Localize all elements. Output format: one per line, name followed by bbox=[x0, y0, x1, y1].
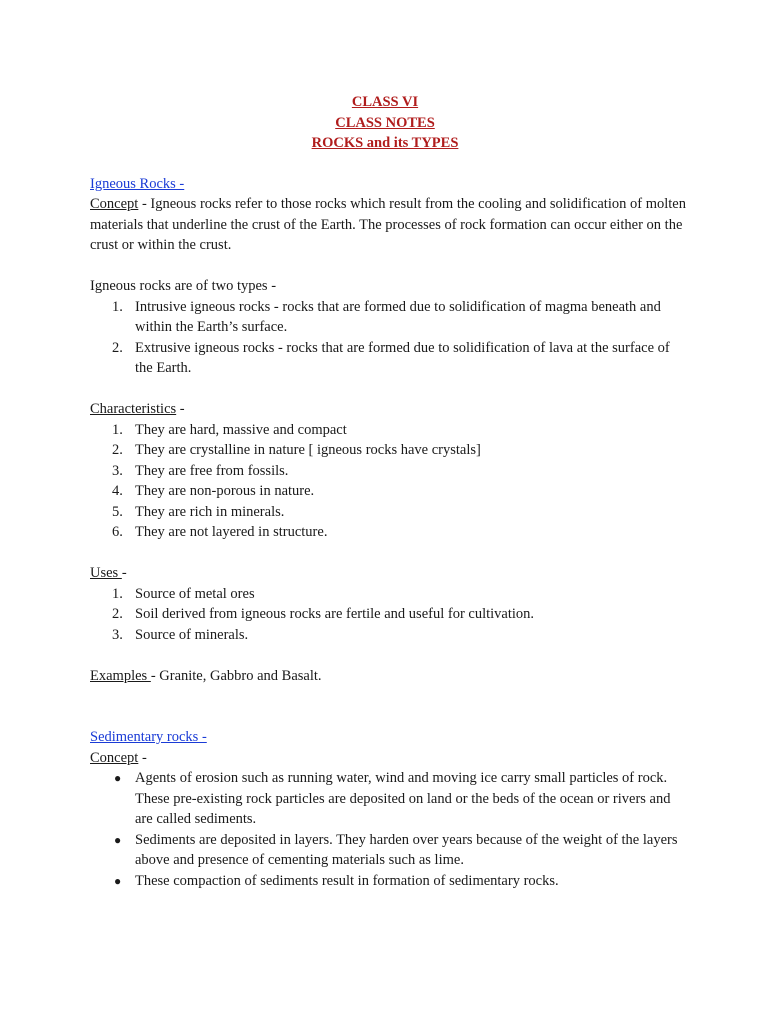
list-item bbox=[90, 871, 690, 892]
list-text: These compaction of sediments result in formation of sedimentary rocks. bbox=[135, 872, 559, 889]
notes-title: CLASS NOTES bbox=[335, 114, 435, 131]
igneous-concept bbox=[90, 194, 690, 256]
sedimentary-heading: Sedimentary rocks - bbox=[90, 729, 207, 745]
concept-label: Concept bbox=[90, 749, 139, 766]
bullet-icon: ● bbox=[114, 771, 122, 785]
uses-label: Uses bbox=[90, 565, 122, 581]
examples-text: - Granite, Gabbro and Basalt. bbox=[150, 667, 322, 684]
list-text: They are free from fossils. bbox=[135, 462, 289, 479]
list-number: 5. bbox=[112, 503, 123, 520]
sedimentary-concept bbox=[90, 748, 690, 769]
bullet-icon: ● bbox=[114, 873, 122, 888]
sedimentary-points bbox=[90, 768, 690, 891]
uses-suffix: - bbox=[121, 565, 127, 581]
list-number: 1. bbox=[112, 298, 123, 315]
list-number: 2. bbox=[112, 442, 123, 458]
list-item bbox=[90, 338, 690, 379]
list-item bbox=[90, 625, 690, 646]
igneous-types-list bbox=[90, 297, 690, 379]
list-number: 1. bbox=[112, 585, 123, 602]
list-number: 3. bbox=[112, 462, 123, 479]
list-item bbox=[90, 522, 690, 543]
list-item bbox=[90, 440, 690, 461]
examples-label: Examples bbox=[90, 667, 151, 684]
list-text: They are non-porous in nature. bbox=[135, 483, 315, 499]
characteristics-list bbox=[90, 420, 690, 543]
concept-text: - Igneous rocks refer to those rocks which result from the cooling and solidification of molten materials that underline the crust of the Earth. The processes of rock formation can occur either on the crust or within the crust. bbox=[90, 196, 686, 253]
characteristics-suffix: - bbox=[176, 401, 185, 417]
types-intro: Igneous rocks are of two types - bbox=[90, 278, 277, 294]
list-text: Source of minerals. bbox=[135, 626, 249, 643]
list-text: Sediments are deposited in layers. They harden over years because of the weight of the layers above and presence of cementing materials such as lime. bbox=[135, 831, 678, 868]
list-text: Intrusive igneous rocks - rocks that are formed due to solidification of magma beneath and within the Earth’s surface. bbox=[135, 298, 661, 335]
list-number: 3. bbox=[112, 626, 123, 643]
list-text: Source of metal ores bbox=[135, 585, 255, 602]
list-item bbox=[90, 502, 690, 523]
list-number: 2. bbox=[112, 606, 123, 622]
characteristics-heading bbox=[90, 399, 690, 420]
list-item bbox=[90, 461, 690, 482]
list-text: They are rich in minerals. bbox=[135, 503, 285, 520]
concept-label: Concept bbox=[90, 196, 139, 212]
characteristics-label: Characteristics bbox=[90, 401, 177, 417]
document-page bbox=[90, 92, 690, 891]
list-text: Agents of erosion such as running water, wind and moving ice carry small particles of rock. These pre-existing rock particles are deposited on land or the beds of the ocean or rivers and are called sediments. bbox=[135, 770, 671, 827]
class-title: CLASS VI bbox=[351, 94, 419, 110]
igneous-heading: Igneous Rocks - bbox=[90, 175, 185, 192]
uses-list bbox=[90, 584, 690, 646]
list-item bbox=[90, 297, 690, 338]
topic-title: ROCKS and its TYPES bbox=[311, 135, 459, 151]
list-number: 1. bbox=[112, 421, 123, 438]
list-number: 2. bbox=[112, 339, 123, 356]
list-item bbox=[90, 481, 690, 502]
list-text: They are hard, massive and compact bbox=[135, 421, 347, 438]
examples-line bbox=[90, 666, 690, 687]
list-item bbox=[90, 420, 690, 441]
list-text: They are not layered in structure. bbox=[135, 524, 328, 540]
list-text: Extrusive igneous rocks - rocks that are formed due to solidification of lava at the surface of the Earth. bbox=[135, 339, 670, 376]
list-item bbox=[90, 584, 690, 605]
list-item bbox=[90, 768, 690, 830]
list-number: 6. bbox=[112, 524, 123, 540]
uses-heading bbox=[90, 563, 690, 584]
title-block bbox=[90, 92, 680, 154]
list-text: They are crystalline in nature [ igneous rocks have crystals] bbox=[135, 442, 481, 458]
list-item bbox=[90, 604, 690, 625]
concept-suffix: - bbox=[138, 749, 147, 766]
bullet-icon: ● bbox=[114, 832, 122, 847]
list-number: 4. bbox=[112, 483, 123, 499]
list-text: Soil derived from igneous rocks are fertile and useful for cultivation. bbox=[135, 606, 535, 622]
list-item bbox=[90, 830, 690, 871]
